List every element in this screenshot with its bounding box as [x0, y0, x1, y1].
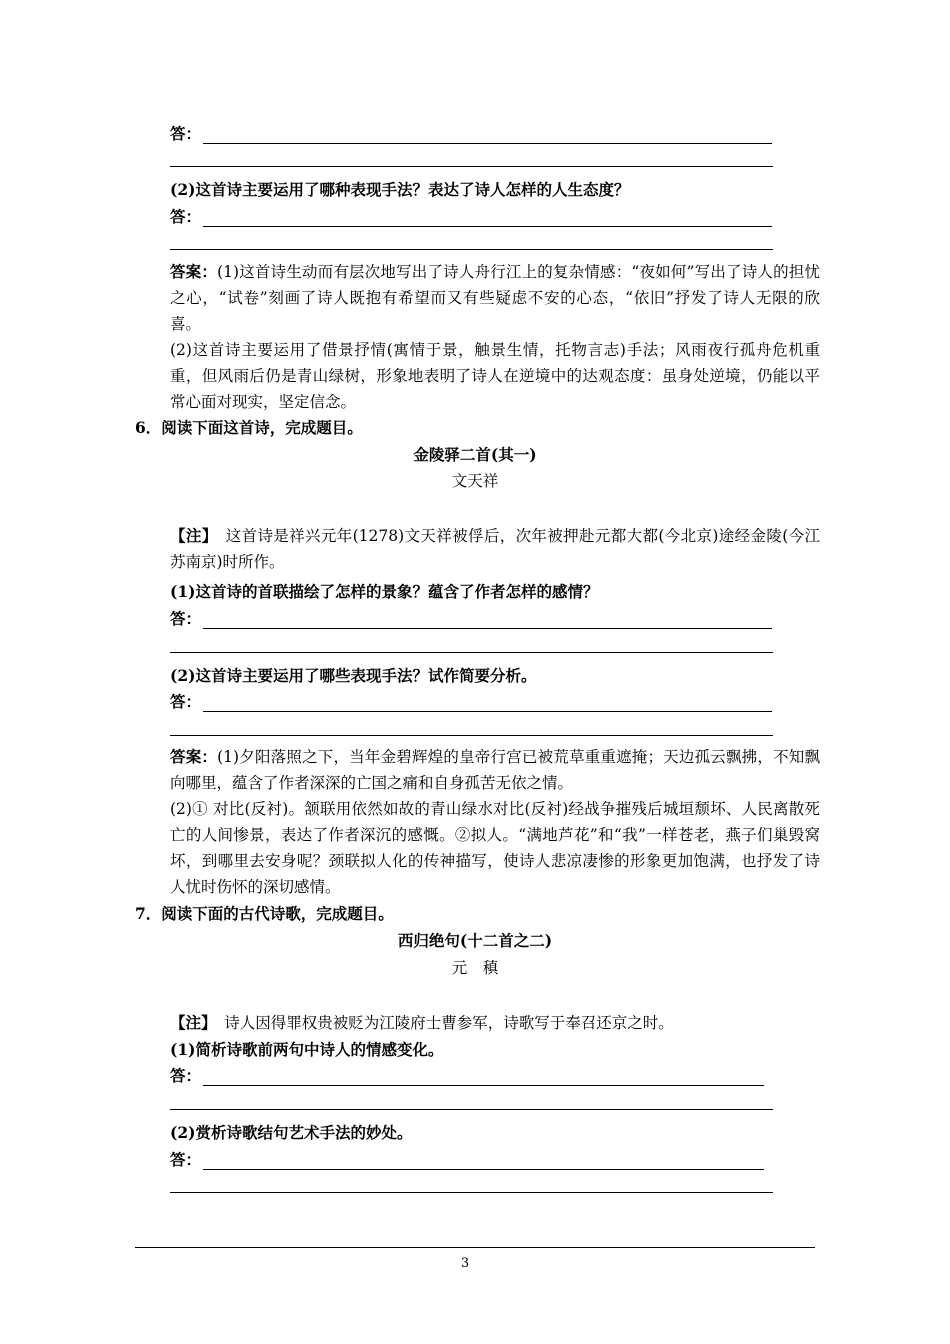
q5-part2-question: (2)这首诗主要运用了哪种表现手法？表达了诗人怎样的人生态度？ — [170, 180, 630, 199]
q5-answer-p1: 答案：(1)这首诗生动而有层次地写出了诗人舟行江上的复杂情感：“夜如何”写出了诗人的担忧之心，“试卷”刻画了诗人既抱有希望而又有些疑虑不安的心态，“依旧”抒发了诗人无限的欣喜。 — [170, 262, 820, 333]
answer-line[interactable] — [170, 1109, 773, 1110]
note-label: 【注】 — [170, 526, 210, 545]
q6-note — [170, 523, 820, 575]
note-text: 这首诗是祥兴元年(1278)文天祥被俘后，次年被押赴元都大都(今北京)途经金陵(今江苏南京)时所作。 — [170, 527, 820, 571]
note-text: 诗人因得罪权贵被贬为江陵府士曹参军，诗歌写于奉召还京之时。 — [224, 1014, 674, 1032]
answer-line[interactable] — [203, 1071, 764, 1086]
note-label: 【注】 — [170, 1013, 209, 1032]
answer-lead: 答案： — [170, 747, 218, 766]
answer-label: 答： — [170, 692, 202, 711]
page-number: 3 — [460, 1256, 470, 1271]
q7-note — [170, 1010, 820, 1036]
answer-line[interactable] — [203, 1155, 764, 1170]
q6-answer — [170, 744, 820, 900]
answer-line[interactable] — [203, 697, 772, 712]
q6-answer-p1: 答案：(1)夕阳落照之下，当年金碧辉煌的皇帝行宫已被荒草重重遮掩；天边孤云飘拂，不知飘向哪里，蕴含了作者深深的亡国之痛和自身孤苦无依之情。 — [170, 747, 820, 792]
q7-poem-title: 西归绝句(十二首之二) — [397, 931, 553, 950]
answer-row — [170, 609, 772, 629]
answer-label: 答： — [170, 124, 202, 143]
q7-part2-question: (2)赏析诗歌结句艺术手法的妙处。 — [170, 1123, 413, 1142]
answer-row — [170, 124, 772, 144]
answer-line[interactable] — [203, 212, 772, 227]
answer-line[interactable] — [170, 735, 773, 736]
q5-answer-p2: (2)这首诗主要运用了借景抒情(寓情于景，触景生情，托物言志)手法；风雨夜行孤舟危机重重，但风雨后仍是青山绿树，形象地表明了诗人在逆境中的达观态度：虽身处逆境，仍能以平常心面对现实，坚定信念。 — [170, 341, 820, 411]
q6-poem-author: 文天祥 — [451, 472, 499, 490]
answer-line[interactable] — [203, 614, 772, 629]
answer-row — [170, 1150, 764, 1170]
q6-poem-title: 金陵驿二首(其一) — [413, 445, 537, 464]
q6-part2-question: (2)这首诗主要运用了哪些表现手法？试作简要分析。 — [170, 666, 537, 685]
answer-row — [170, 207, 772, 227]
answer-line[interactable] — [203, 129, 772, 144]
q7-part1-question: (1)简析诗歌前两句中诗人的情感变化。 — [170, 1040, 444, 1059]
answer-line[interactable] — [170, 249, 773, 250]
answer-label: 答： — [170, 609, 202, 628]
q7-number: 7．阅读下面的古代诗歌，完成题目。 — [135, 904, 394, 923]
answer-line[interactable] — [170, 652, 773, 653]
q6-number: 6．阅读下面这首诗，完成题目。 — [135, 418, 363, 437]
answer-row — [170, 1066, 764, 1086]
footer-rule — [135, 1247, 815, 1248]
answer-label: 答： — [170, 1066, 202, 1085]
answer-label: 答： — [170, 1150, 202, 1169]
answer-label: 答： — [170, 207, 202, 226]
q5-answer — [170, 259, 820, 415]
answer-line[interactable] — [170, 166, 773, 167]
q6-answer-p2: (2)① 对比(反衬)。颔联用依然如故的青山绿水对比(反衬)经战争摧残后城垣颓坏、人民离散死亡的人间惨景，表达了作者深沉的感慨。②拟人。“满地芦花”和“我”一样苍老，燕子们巢毁窝坏，到哪里去安身呢？颈联拟人化的传神描写，使诗人悲凉凄惨的形象更加饱满，也抒发了诗人忧时伤怀的深切感情。 — [170, 800, 820, 896]
q7-poem-author: 元 稹 — [451, 959, 499, 977]
answer-lead: 答案： — [170, 262, 218, 281]
answer-row — [170, 692, 772, 712]
q6-part1-question: (1)这首诗的首联描绘了怎样的景象？蕴含了作者怎样的感情？ — [170, 582, 599, 601]
answer-line[interactable] — [170, 1192, 773, 1193]
